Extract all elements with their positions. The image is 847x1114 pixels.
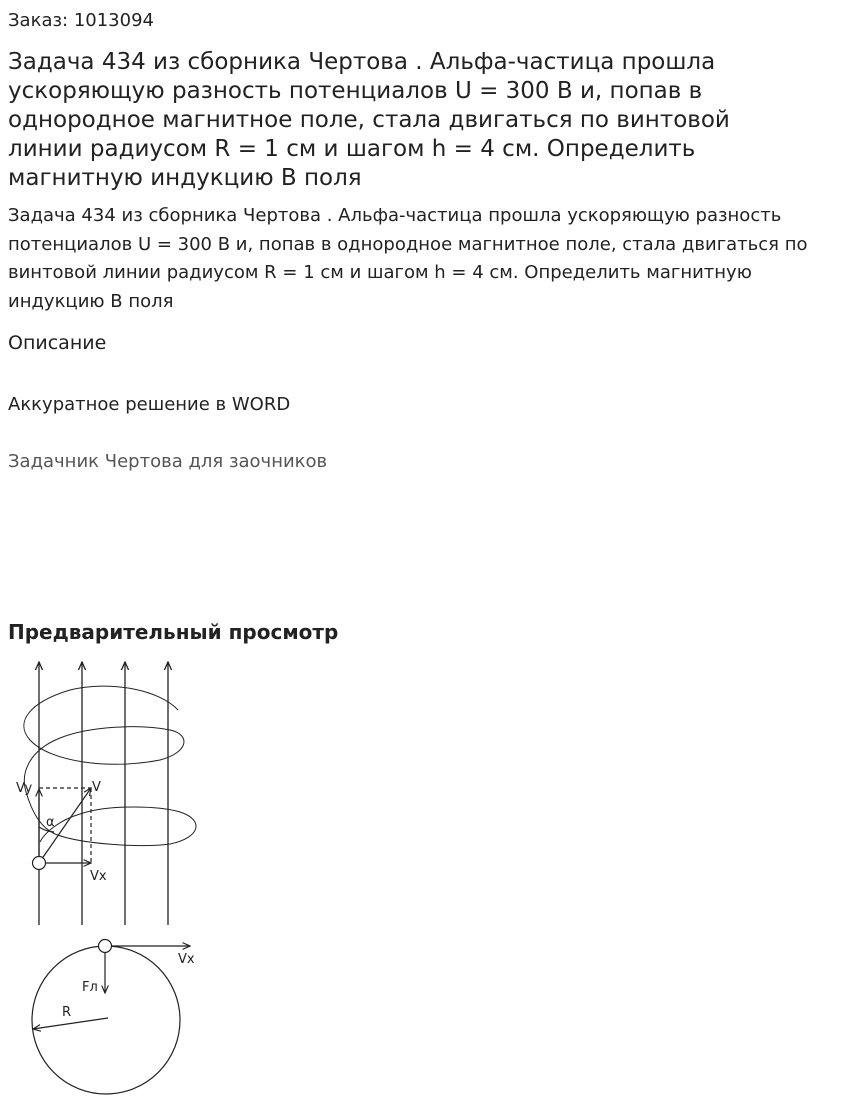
page-title: Задача 434 из сборника Чертова . Альфа-частица прошла ускоряющую разность потенциалов U = 300 В и, попав в однородное магнитное поле, стала двигаться по винтовой линии радиусом R = 1 см и шагом h = 4 см. Определить магнитную индукцию B поля bbox=[8, 49, 730, 191]
task-description: Задача 434 из сборника Чертова . Альфа-частица прошла ускоряющую разность потенциалов U = 300 В и, попав в однородное магнитное поле, стала двигаться по винтовой линии радиусом R = 1 см и шагом h = 4 см. Определить магнитную индукцию B поля bbox=[8, 205, 808, 312]
vy-label: Vy bbox=[16, 781, 33, 796]
radius-label: R bbox=[62, 1005, 72, 1020]
description-heading: Описание bbox=[8, 332, 107, 354]
preview-heading: Предварительный просмотр bbox=[8, 620, 339, 644]
preview-diagram bbox=[0, 652, 230, 1102]
circle-projection bbox=[32, 946, 190, 1094]
particle-marker bbox=[33, 857, 46, 870]
force-label: Fл bbox=[82, 980, 98, 995]
solution-format-note: Аккуратное решение в WORD bbox=[8, 394, 291, 415]
v-label: V bbox=[92, 780, 101, 795]
particle-marker-top bbox=[99, 940, 112, 953]
alpha-label: α bbox=[46, 815, 55, 830]
vx-label-top: Vx bbox=[90, 869, 107, 884]
order-number: Заказ: 1013094 bbox=[8, 10, 154, 31]
vx-label-bottom: Vx bbox=[178, 952, 195, 967]
field-lines bbox=[39, 662, 168, 925]
problem-book-link[interactable]: Задачник Чертова для заочников bbox=[8, 451, 328, 472]
